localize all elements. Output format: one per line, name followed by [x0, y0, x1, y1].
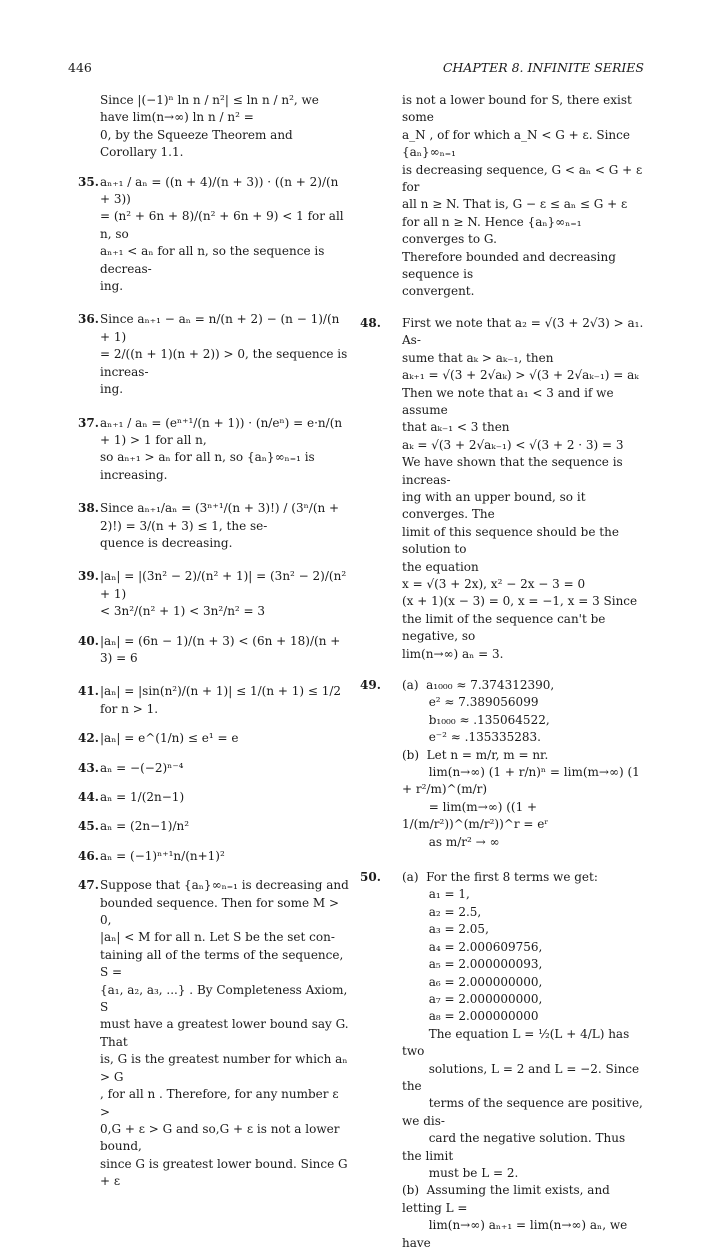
text-line: the limit of the sequence can't be negative, so	[402, 611, 610, 644]
text-line: {a₁, a₂, a₃, ...} . By Completeness Axiom, S	[100, 982, 352, 1015]
spacer	[360, 851, 645, 869]
text-line: Since aₙ₊₁/aₙ = (3ⁿ⁺¹/(n + 3)!) / (3ⁿ/(n + 2)!) = 3/(n + 3) ≤ 1, the se-	[100, 501, 343, 533]
text-line: First we note that a₂ = √(3 + 2√3) > a₁. As-	[402, 315, 648, 348]
text-line: (b) Let n = m/r, m = nr.	[402, 747, 549, 762]
text-line: that aₖ₋₁ < 3 then	[402, 420, 510, 435]
text-line: is, G is the greatest number for which aₙ > G	[100, 1052, 352, 1084]
text-line: for all n ≥ N. Hence {aₙ}∞ₙ₌₁ converges to G.	[402, 214, 586, 247]
text-line: solutions, L = 2 and L = −2. Since the	[402, 1061, 643, 1093]
text-line: a₃ = 2.05,	[402, 922, 489, 937]
exercise-number: 45.	[78, 819, 99, 834]
exercise-44	[68, 789, 350, 806]
exercise-number: 36.	[78, 312, 99, 327]
spacer	[68, 806, 350, 818]
spacer	[68, 295, 350, 311]
text-line: a₅ = 2.000000093,	[402, 957, 543, 972]
text-line: Since |(−1)ⁿ ln n / n²| ≤ ln n / n², we have lim(n→∞) ln n / n² =	[100, 93, 323, 125]
text-line: lim(n→∞) aₙ = 3.	[402, 646, 504, 661]
text-line: quence is decreasing.	[100, 535, 233, 550]
text-line: as m/r² → ∞	[402, 834, 500, 849]
spacer	[68, 836, 350, 848]
text-line: < 3n²/(n² + 1) < 3n²/n² = 3	[100, 604, 266, 619]
spacer	[360, 301, 645, 315]
exercise-46	[68, 848, 350, 865]
exercise-number: 38.	[78, 501, 99, 516]
text-line: a_N , of for which a_N < G + ε. Since {aₙ}∞ₙ₌₁	[402, 127, 634, 160]
exercise-number: 46.	[78, 848, 99, 863]
page-number: 446	[68, 60, 92, 75]
text-line: (a) a₁₀₀₀ ≈ 7.374312390,	[402, 678, 555, 692]
text-line: is decreasing sequence, G < aₙ < G + ε for	[402, 162, 647, 195]
exercise-36	[68, 311, 350, 398]
spacer	[68, 484, 350, 500]
text-line: , for all n . Therefore, for any number ε >	[100, 1087, 343, 1119]
text-line: bounded sequence. Then for some M > 0,	[100, 895, 343, 928]
text-line: card the negative solution. Thus the limit	[402, 1131, 629, 1163]
text-line: 0, by the Squeeze Theorem and Corollary 1.1.	[100, 127, 297, 160]
text-line: taining all of the terms of the sequence, S =	[100, 947, 348, 980]
exercise-42	[68, 730, 350, 747]
spacer	[68, 162, 350, 174]
text-line: aₖ₊₁ = √(3 + 2√aₖ) > √(3 + 2√aₖ₋₁) = aₖ	[402, 368, 639, 383]
text-line: is not a lower bound for S, there exist some	[402, 93, 636, 125]
text-line: ing.	[100, 279, 124, 294]
text-line: |aₙ| < M for all n. Let S be the set con-	[100, 930, 335, 945]
text-line: = 2/((n + 1)(n + 2)) > 0, the sequence is increas-	[100, 347, 352, 379]
exercise-47	[68, 877, 353, 1190]
exercise-number: 37.	[78, 415, 99, 430]
text-line: = (n² + 6n + 8)/(n² + 6n + 9) < 1 for all n, so	[100, 209, 348, 241]
exercise-37	[68, 415, 350, 485]
exercise-43	[68, 760, 350, 777]
exercise-number: 42.	[78, 731, 99, 746]
text-line: limit of this sequence should be the solution to	[402, 524, 623, 557]
text-line: sume that aₖ > aₖ₋₁, then	[402, 350, 554, 365]
exercise-48	[360, 315, 648, 663]
text-line: terms of the sequence are positive, we dis-	[402, 1096, 647, 1128]
text-line: Then we note that a₁ < 3 and if we assume	[402, 385, 618, 417]
text-line: aₙ = (2n−1)/n²	[100, 819, 190, 834]
text-line: (a) For the first 8 terms we get:	[402, 870, 598, 885]
text-line: aₙ = (−1)ⁿ⁺¹n/(n+1)²	[100, 848, 225, 863]
exercise-number: 48.	[360, 315, 381, 330]
text-line: a₂ = 2.5,	[402, 904, 482, 919]
text-line: all n ≥ N. That is, G − ε ≤ aₙ ≤ G + ε	[402, 197, 628, 212]
text-line: ing.	[100, 382, 124, 397]
exercise-number: 44.	[78, 790, 99, 804]
text-line: |aₙ| = |(3n² − 2)/(n² + 1)| = (3n² − 2)/(n² + 1)	[100, 569, 350, 601]
text-line: Suppose that {aₙ}∞ₙ₌₁ is decreasing and	[100, 878, 349, 893]
exercise-41	[68, 683, 350, 718]
exercise-number: 41.	[78, 684, 99, 699]
text-line: x = √(3 + 2x), x² − 2x − 3 = 0	[402, 576, 586, 591]
exercise-40	[68, 633, 350, 668]
spacer	[68, 718, 350, 730]
text-line: lim(n→∞) aₙ₊₁ = lim(n→∞) aₙ, we have	[402, 1218, 632, 1250]
text-line: (x + 1)(x − 3) = 0, x = −1, x = 3 Since	[402, 594, 638, 609]
right-column	[360, 92, 648, 1252]
text-line: aₙ₊₁ < aₙ for all n, so the sequence is decreas-	[100, 244, 329, 276]
spacer	[360, 663, 645, 677]
spacer	[68, 777, 350, 789]
text-line: aₙ₊₁ / aₙ = ((n + 4)/(n + 3)) · ((n + 2)/(n + 3))	[100, 174, 343, 207]
text-line: e² ≈ 7.389056099	[402, 695, 539, 710]
exercise-49	[360, 677, 645, 851]
text-line: a₆ = 2.000000000,	[402, 974, 543, 989]
spacer	[68, 748, 350, 760]
chapter-title: CHAPTER 8. INFINITE SERIES	[442, 60, 644, 75]
exercise-number: 47.	[78, 878, 99, 893]
text-line: aₙ = −(−2)ⁿ⁻⁴	[100, 760, 184, 775]
exercise-35	[68, 174, 350, 296]
exercise-number: 39.	[78, 569, 99, 584]
spacer	[68, 621, 350, 633]
text-line: ing with an upper bound, so it converges. The	[402, 489, 590, 522]
text-line: Therefore bounded and decreasing sequence is	[402, 249, 620, 282]
exercise-number: 50.	[360, 870, 381, 885]
text-line: We have shown that the sequence is increas-	[402, 455, 627, 487]
exercise-38	[68, 500, 350, 552]
text-line: |aₙ| = |sin(n²)/(n + 1)| ≤ 1/(n + 1) ≤ 1/2 for n > 1.	[100, 684, 345, 716]
spacer	[68, 865, 350, 877]
exercise-45	[68, 818, 350, 835]
text-line: (b) Assuming the limit exists, and letting L =	[402, 1183, 614, 1215]
text-line: aₙ = 1/(2n−1)	[100, 790, 185, 804]
exercise-50	[360, 869, 645, 1252]
text-line: a₄ = 2.000609756,	[402, 939, 543, 954]
exercise-number: 40.	[78, 633, 99, 648]
text-line: aₖ = √(3 + 2√aₖ₋₁) < √(3 + 2 · 3) = 3	[402, 437, 624, 452]
text-line: = lim(m→∞) ((1 + 1/(m/r²))^(m/r²))^r = eʳ	[402, 799, 549, 832]
text-line: lim(n→∞) (1 + r/n)ⁿ = lim(m→∞) (1 + r²/m)^(m/r)	[402, 765, 644, 797]
text-line: The equation L = ½(L + 4/L) has two	[402, 1026, 634, 1059]
spacer	[68, 552, 350, 568]
exercise-number: 35.	[78, 174, 99, 189]
text-line: |aₙ| = (6n − 1)/(n + 3) < (6n + 18)/(n + 3) = 6	[100, 633, 345, 665]
text-line: a₈ = 2.000000000	[402, 1009, 539, 1024]
text-line: 0,G + ε > G and so,G + ε is not a lower bound,	[100, 1121, 344, 1154]
text-line: a₇ = 2.000000000,	[402, 991, 543, 1006]
text-line: so aₙ₊₁ > aₙ for all n, so {aₙ}∞ₙ₌₁ is increasing.	[100, 450, 319, 482]
text-line: must be L = 2.	[402, 1165, 519, 1180]
continued-text	[68, 92, 350, 162]
text-line: since G is greatest lower bound. Since G + ε	[100, 1156, 352, 1189]
text-line: e⁻² ≈ .135335283.	[402, 730, 541, 745]
exercise-number: 43.	[78, 760, 99, 775]
text-line: Since aₙ₊₁ − aₙ = n/(n + 2) − (n − 1)/(n + 1)	[100, 312, 344, 344]
text-line: |aₙ| = e^(1/n) ≤ e¹ = e	[100, 731, 239, 746]
text-line: convergent.	[402, 284, 475, 299]
exercise-39	[68, 568, 350, 620]
left-column	[68, 92, 353, 1191]
exercise-number: 49.	[360, 678, 381, 692]
text-line: must have a greatest lower bound say G. That	[100, 1017, 353, 1049]
text-line: b₁₀₀₀ ≈ .135064522,	[402, 712, 550, 727]
text-line: a₁ = 1,	[402, 887, 470, 902]
continued-text	[360, 92, 645, 301]
text-line: the equation	[402, 559, 479, 574]
spacer	[68, 399, 350, 415]
spacer	[68, 667, 350, 683]
text-line: aₙ₊₁ / aₙ = (eⁿ⁺¹/(n + 1)) · (n/eⁿ) = e·n/(n + 1) > 1 for all n,	[100, 415, 346, 447]
